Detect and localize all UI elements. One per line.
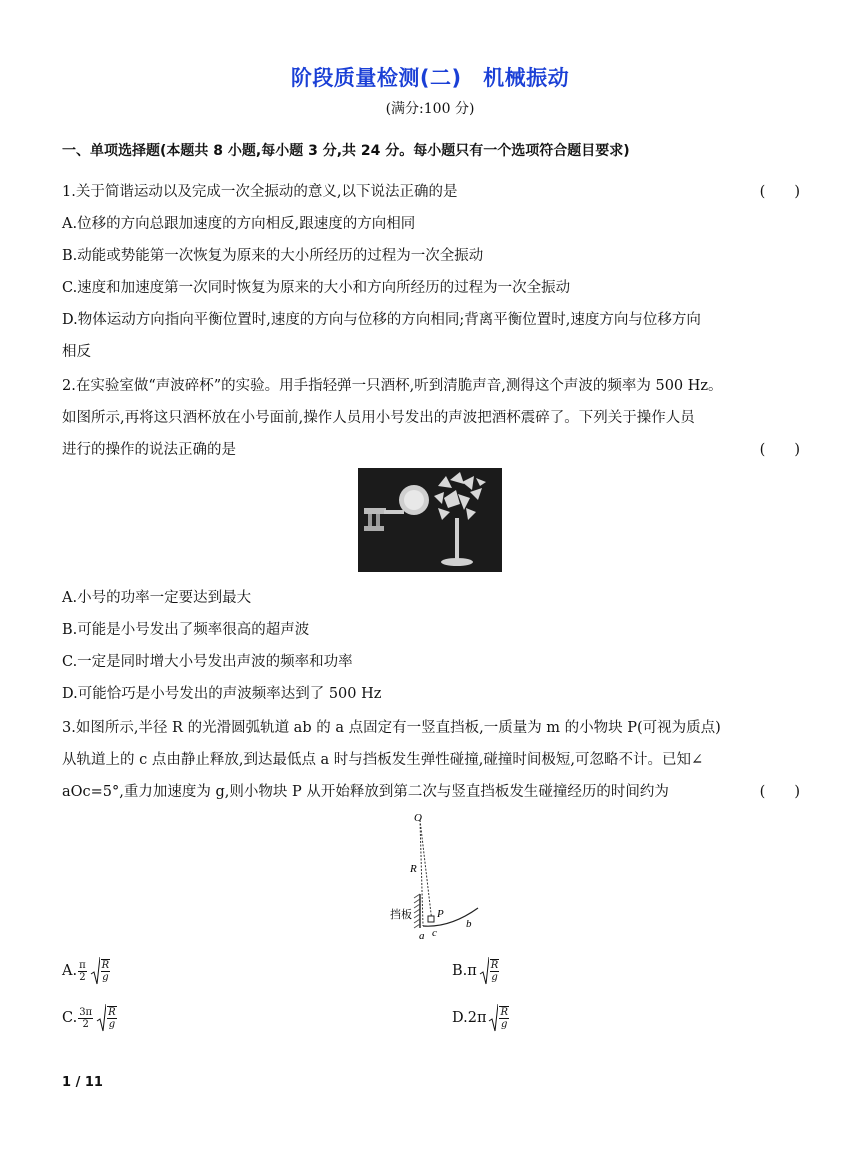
page-title: 阶段质量检测(二) 机械振动 [290,66,570,90]
q1-option-a: A.位移的方向总跟加速度的方向相反,跟速度的方向相同 [62,216,416,232]
radicand-denominator: g [102,972,109,983]
q3-option-a [62,956,111,986]
section-heading: 一、单项选择题(本题共 8 小题,每小题 3 分,共 24 分。每小题只有一个选项符合题目要求) [62,143,630,159]
q3-answer-bracket: ( ) [759,784,800,800]
q1-option-d: D.物体运动方向指向平衡位置时,速度的方向与位移的方向相同;背离平衡位置时,速度方向与位移方向 [62,312,701,328]
fraction-denominator: 2 [82,1018,89,1030]
q2-option-a: A.小号的功率一定要达到最大 [62,590,252,606]
radicand-numerator: R [500,1007,509,1018]
q3-option-c [62,1003,118,1033]
full-score: (满分:100 分) [385,101,475,117]
q1-option-c: C.速度和加速度第一次同时恢复为原来的大小和方向所经历的过程为一次全振动 [62,280,571,296]
square-root [96,1003,118,1033]
q3-option-d [452,1003,510,1033]
q3-option-b [452,956,500,986]
square-root [488,1003,510,1033]
q1-option-b: B.动能或势能第一次恢复为原来的大小所经历的过程为一次全振动 [62,248,484,264]
q1-answer-bracket: ( ) [759,184,800,200]
fraction-numerator: π [79,959,86,971]
point-a-label: a [419,930,425,942]
arc-track-diagram [380,808,500,943]
q2-stem-line2: 如图所示,再将这只酒杯放在小号面前,操作人员用小号发出的声波把酒杯震碎了。下列关于操作人员 [62,410,695,426]
q3-option-b-label: B.π [452,963,477,979]
q2-answer-bracket: ( ) [759,442,800,458]
shattering-glass-photo [358,468,502,572]
square-root [90,956,112,986]
q3-option-d-label: D.2π [452,1010,487,1026]
q2-option-d: D.可能恰巧是小号发出的声波频率达到了 500 Hz [62,686,382,702]
board-label: 挡板 [390,908,412,921]
radicand-numerator: R [108,1007,116,1018]
radicand-numerator: R [101,960,110,971]
q2-stem-line1: 2.在实验室做“声波碎杯”的实验。用手指轻弹一只酒杯,听到清脆声音,测得这个声波的频率为 500 Hz。 [62,378,723,394]
point-c-label: c [432,927,437,939]
q2-option-b: B.可能是小号发出了频率很高的超声波 [62,622,310,638]
radius-label: R [410,863,417,875]
fraction-numerator: 3π [79,1006,93,1018]
q2-stem-line3: 进行的操作的说法正确的是 [62,442,236,458]
radicand-denominator: g [501,1019,508,1030]
q1-option-d-cont: 相反 [62,344,91,360]
radicand-denominator: g [108,1019,116,1030]
page-number: 1 / 11 [62,1075,103,1090]
fraction [78,1007,93,1030]
square-root [479,956,501,986]
point-o-label: O [414,812,422,824]
q1-stem: 1.关于简谐运动以及完成一次全振动的意义,以下说法正确的是 [62,184,458,200]
q3-option-a-label: A. [62,963,78,979]
q3-stem-line3: aOc=5°,重力加速度为 g,则小物块 P 从开始释放到第二次与竖直挡板发生碰撞经历的时间约为 [62,784,669,800]
fraction [78,960,87,983]
radicand-denominator: g [491,972,498,983]
radicand-numerator: R [490,960,499,971]
fraction-denominator: 2 [79,971,86,983]
q3-stem-line1: 3.如图所示,半径 R 的光滑圆弧轨道 ab 的 a 点固定有一竖直挡板,一质量为 m 的小物块 P(可视为质点) [62,720,721,736]
q3-stem-line2: 从轨道上的 c 点由静止释放,到达最低点 a 时与挡板发生弹性碰撞,碰撞时间极短,可忽略不计。已知∠ [62,752,704,768]
point-b-label: b [466,918,472,930]
block-p-label: P [437,908,444,920]
q3-option-c-label: C. [62,1010,78,1026]
q2-option-c: C.一定是同时增大小号发出声波的频率和功率 [62,654,353,670]
